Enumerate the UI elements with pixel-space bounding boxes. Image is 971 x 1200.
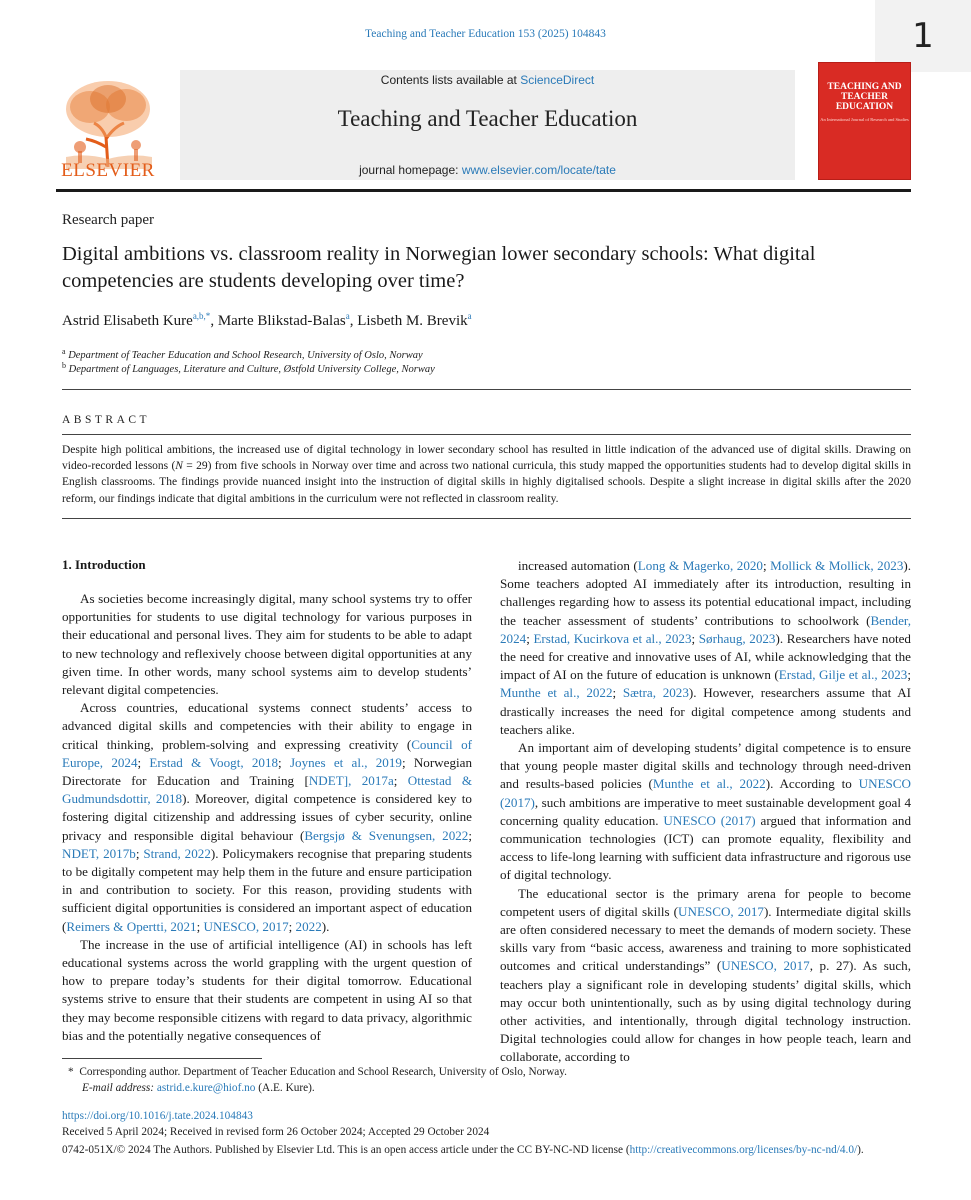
body-text: ). Policymakers recognise that preparing students to be digitally competent may help them in the future and ensure participation in and contribution to society. For this reason, providing students with sufficient digital opportunities is considered an important aspect of education ( xyxy=(62,845,473,934)
footnote-rule xyxy=(62,1058,262,1059)
citation-link[interactable]: Bender, 2024 xyxy=(500,612,911,646)
body-paragraph xyxy=(62,590,472,699)
affiliation xyxy=(62,361,435,375)
elsevier-wordmark: ELSEVIER xyxy=(61,160,155,181)
journal-title: Teaching and Teacher Education xyxy=(337,106,638,131)
abstract-text xyxy=(62,442,911,507)
article-type: Research paper xyxy=(62,212,155,228)
citation-link[interactable]: Bergsjø & Svenungsen, 2022 xyxy=(304,827,469,843)
body-text: ; xyxy=(288,918,296,934)
citation-link[interactable]: Erstad & Voogt, 2018 xyxy=(149,754,279,770)
citation-link[interactable]: UNESCO (2017) xyxy=(663,812,756,828)
citation-link[interactable]: UNESCO (2017) xyxy=(500,776,911,810)
body-text: ; xyxy=(135,845,144,861)
body-paragraph xyxy=(500,885,911,1067)
citation-link[interactable]: Sørhaug, 2023 xyxy=(698,630,776,646)
author-email-link[interactable]: astrid.e.kure@hiof.no xyxy=(156,1082,256,1094)
email-label: E-mail address: xyxy=(82,1082,157,1094)
body-right-column xyxy=(500,557,911,1067)
author-name[interactable]: Astrid Elisabeth Kure xyxy=(62,313,193,329)
license-statement xyxy=(62,1142,911,1158)
body-text: Across countries, educational systems connect students’ access to advanced digital skills and competencies with their ability to engage in critical thinking, problem-solving and expressing creativity ( xyxy=(62,700,472,752)
cover-subtitle: An International Journal of Research and Studies xyxy=(820,117,909,122)
body-text: An important aim of developing students’ digital competence is to ensure that young people master digital skills and technology through need-driven and results-based policies ( xyxy=(500,740,911,792)
citation-link[interactable]: Erstad, Gilje et al., 2023 xyxy=(778,667,908,683)
body-text: ; xyxy=(612,685,623,701)
body-paragraph xyxy=(62,699,472,936)
body-text: ; xyxy=(137,754,150,770)
body-text: ; xyxy=(526,630,534,646)
license-prefix: 0742-051X/© 2024 The Authors. Published by Elsevier Ltd. This is an open access article under the CC BY-NC-ND license ( xyxy=(62,1144,630,1156)
body-text: , p. 27). As such, teachers play a significant role in developing students’ digital skills, which may occur both unintentionally, such as by using digital technology during other activities, and intentionally, through digital technology instruction. Digital technologies could allow for changes in how people teach, learn and collaborate, according to xyxy=(500,958,911,1065)
body-text: The educational sector is the primary arena for people to become competent users of digital skills ( xyxy=(500,885,911,919)
body-text: ). Moreover, digital competence is considered key to fostering digital citizenship and addressing issues of cyber security, online privacy and responsible digital behaviour ( xyxy=(62,791,472,843)
body-text: ). Researchers have noted the need for creative and innovative uses of AI, while acknowledging that the impact of AI on the future of education is unknown ( xyxy=(500,630,911,683)
body-paragraph xyxy=(62,936,472,1045)
citation-link[interactable]: Mollick & Mollick, 2023 xyxy=(770,558,904,573)
abstract-part-2: = 29) from five schools in Norway over time and across two national curricula, this study mapped the opportunities students had to develop digital skills in English classrooms. The findings provide nuanced insight into the instruction of digital skills in highly digitalised schools. Despite a slight increase in digital skills after the 2020 reform, our findings indicate that digital ambitions in the curriculum were not reflected in classroom reality. xyxy=(62,460,911,505)
page-number: 1 xyxy=(875,0,971,72)
citation-link[interactable]: Munthe et al., 2022 xyxy=(652,776,766,792)
affiliation-mark: b xyxy=(62,361,66,370)
affiliation-text: Department of Languages, Literature and Culture, Østfold University College, Norway xyxy=(68,364,435,375)
author-name[interactable]: Marte Blikstad-Balas xyxy=(217,313,346,329)
affiliation-mark: a xyxy=(62,347,66,356)
body-text: ; xyxy=(468,827,472,843)
author-affiliation-mark[interactable]: a xyxy=(345,311,350,321)
body-text: ). Some teachers adopted AI immediately after its introduction, resulting in challenges regarding how to assess its potential educational impact, including the teacher assessment of students’ contributions to schoolwork ( xyxy=(500,558,912,628)
citation-link[interactable]: UNESCO, 2017 xyxy=(721,958,810,974)
body-text: ). However, researchers assume that AI drastically increases the need for digital competence among students and teachers alike. xyxy=(500,685,912,737)
body-text: ). According to xyxy=(765,776,859,792)
contents-prefix: Contents lists available at xyxy=(380,73,521,87)
contents-line xyxy=(180,73,795,87)
citation-link[interactable]: Munthe et al., 2022 xyxy=(500,685,613,701)
citation-link[interactable]: Long & Magerko, 2020 xyxy=(637,558,763,573)
citation-link[interactable]: NDET, 2017b xyxy=(62,845,136,861)
body-text: The increase in the use of artificial intelligence (AI) in schools has left educational systems across the world grappling with the urgent question of how to prepare today’s students for their digital tomorrow. Educational systems strive to ensure that their students are competent in using AI so that they may become responsible citizens with regard to data privacy, algorithmic bias and the potentially negative consequences of xyxy=(62,936,472,1043)
license-link[interactable]: http://creativecommons.org/licenses/by-nc-nd/4.0/ xyxy=(629,1144,858,1156)
citation-link[interactable]: Erstad, Kucirkova et al., 2023 xyxy=(533,630,692,646)
abstract-top-rule xyxy=(62,389,911,390)
citation-link[interactable]: UNESCO, 2017 xyxy=(678,903,764,919)
citation-link[interactable]: Council of Europe, 2024 xyxy=(62,736,472,770)
body-text: ; xyxy=(691,630,699,646)
author-list xyxy=(62,311,472,330)
email-footnote xyxy=(82,1082,315,1094)
abstract-bottom-rule xyxy=(62,518,911,519)
body-text: increased automation ( xyxy=(518,558,638,573)
homepage-line xyxy=(180,163,795,177)
section-heading-introduction: 1. Introduction xyxy=(62,557,146,572)
author-separator: , xyxy=(349,313,358,329)
paper-title: Digital ambitions vs. classroom reality in Norwegian lower secondary schools: What digital competencies are students developing over time? xyxy=(62,243,816,292)
license-suffix: ). xyxy=(857,1144,864,1156)
author-affiliation-mark[interactable]: a,b,* xyxy=(192,311,211,321)
email-suffix: (A.E. Kure). xyxy=(255,1082,315,1094)
cover-title: TEACHING AND TEACHER EDUCATION xyxy=(827,82,902,112)
citation-link[interactable]: Joynes et al., 2019 xyxy=(289,754,402,770)
body-text: ; xyxy=(907,667,911,683)
body-paragraph xyxy=(500,557,911,739)
abstract-n-symbol: N xyxy=(175,460,183,473)
body-text: ; xyxy=(762,558,771,573)
citation-link[interactable]: UNESCO, 2017 xyxy=(203,918,289,934)
body-paragraph xyxy=(500,739,911,885)
affiliation-text: Department of Teacher Education and School Research, University of Oslo, Norway xyxy=(68,350,423,361)
abstract-heading-rule xyxy=(62,434,911,435)
homepage-prefix: journal homepage: xyxy=(359,163,462,177)
author-affiliation-mark[interactable]: a xyxy=(467,311,472,321)
affiliation xyxy=(62,347,423,361)
journal-homepage-link[interactable]: www.elsevier.com/locate/tate xyxy=(461,163,616,177)
citation-link[interactable]: Sætra, 2023 xyxy=(622,685,689,701)
citation-link[interactable]: Ottestad & Gudmundsdottir, 2018 xyxy=(62,773,473,807)
corresponding-author-footnote xyxy=(68,1066,567,1078)
body-left-column xyxy=(62,590,472,1045)
body-text: ; xyxy=(278,754,290,770)
body-text: ; Norwegian Directorate for Education and Training [ xyxy=(62,754,472,789)
body-text: ). xyxy=(321,918,330,934)
body-text: argued that information and communication technologies (ICT) can promote equality, flexibility and access to life-long learning with sufficient data infrastructure and rigorous use of digital technology. xyxy=(500,812,911,883)
body-text: ; xyxy=(393,773,408,789)
citation-link[interactable]: 2022 xyxy=(295,918,322,934)
footnote-mark: * xyxy=(68,1066,74,1078)
doi-link[interactable]: https://doi.org/10.1016/j.tate.2024.104843 xyxy=(62,1110,253,1122)
received-dates: Received 5 April 2024; Received in revised form 26 October 2024; Accepted 29 October 2024 xyxy=(62,1126,490,1138)
citation-link[interactable]: Strand, 2022 xyxy=(143,845,211,861)
body-text: ; xyxy=(196,918,204,934)
sciencedirect-link[interactable]: ScienceDirect xyxy=(520,73,595,87)
journal-reference-link[interactable]: Teaching and Teacher Education 153 (2025) 104843 xyxy=(365,28,606,40)
author-separator: , xyxy=(210,313,218,329)
citation-link[interactable]: NDET], 2017a xyxy=(308,773,394,789)
abstract-part-1: Despite high political ambitions, the increased use of digital technology in lower secondary school has resulted in little indication of the advanced use of digital skills. Drawing on video-recorded lessons ( xyxy=(62,444,911,473)
body-text: As societies become increasingly digital, many school systems try to offer opportunities for students to use digital technology for various purposes in their educational and personal lives. They aim for students to be able to adapt to new technology and reflexively choose between digital opportunities at any given time. In other words, many school systems aim to develop students’ relevant digital competencies. xyxy=(62,591,472,698)
body-text: ). Intermediate digital skills are often considered necessary to meet the demands of modern society. These skills vary from “basic access, awareness and training to more sophisticated outcomes and critical understandings” ( xyxy=(500,903,911,974)
footnote-text: Corresponding author. Department of Teacher Education and School Research, University of Oslo, Norway. xyxy=(79,1066,567,1078)
abstract-heading: ABSTRACT xyxy=(62,414,151,426)
body-text: , such ambitions are imperative to meet sustainable development goal 4 concerning quality education. xyxy=(500,794,911,828)
citation-link[interactable]: Reimers & Opertti, 2021 xyxy=(66,918,197,934)
header-divider xyxy=(56,189,911,192)
author-name[interactable]: Lisbeth M. Brevik xyxy=(357,313,468,329)
